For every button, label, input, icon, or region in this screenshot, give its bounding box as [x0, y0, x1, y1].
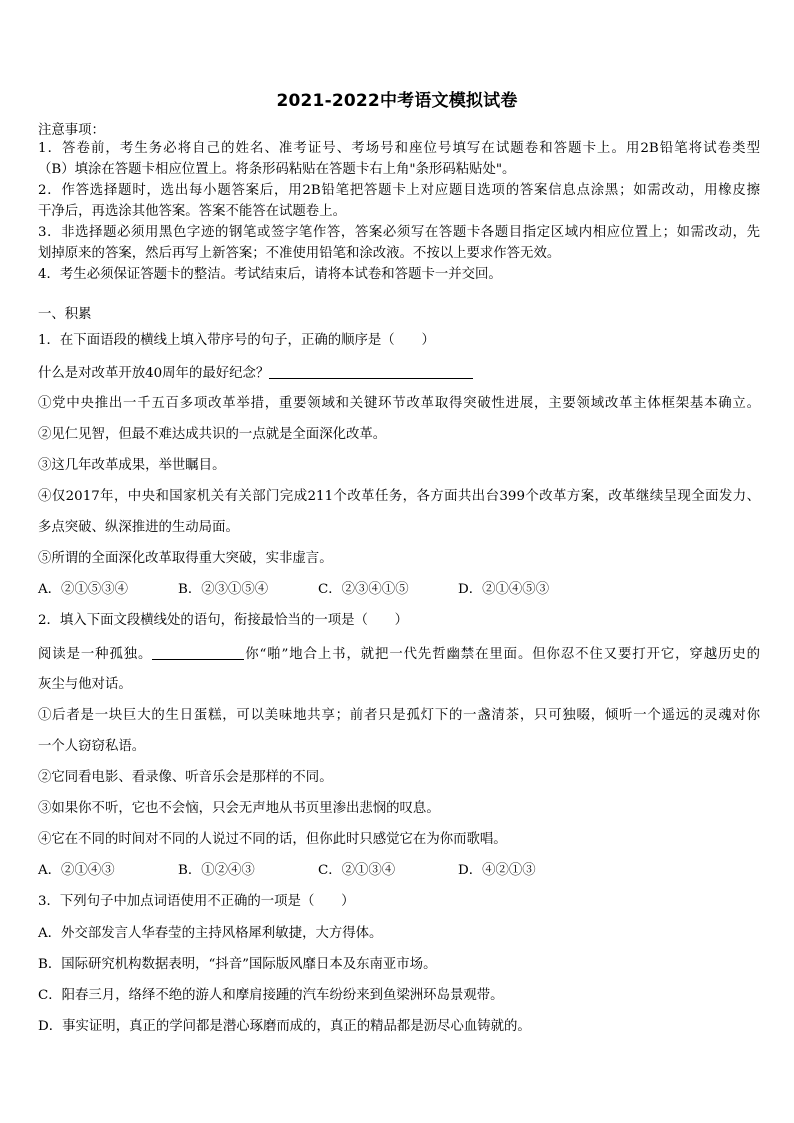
q2-sentence-3: ③如果你不听，它也不会恼，只会无声地从书页里渗出悲悯的叹息。	[38, 801, 440, 816]
option-c: C．②①③④	[318, 863, 396, 878]
q2-stem: 2．填入下面文段横线处的语句，衔接最恰当的一项是（ ）	[38, 613, 409, 628]
q1-sentence-5: ⑤所谓的全面深化改革取得重大突破，实非虚言。	[38, 551, 333, 566]
option-d: D．②①④⑤③	[458, 582, 550, 597]
q2-sentence-1-cont: 一个人窃窃私语。	[38, 739, 146, 754]
notice-item: （B）填涂在答题卡相应位置上。将条形码粘贴在答题卡右上角"条形码粘贴处"。	[38, 162, 516, 177]
q3-stem: 3．下列句子中加点词语使用不正确的一项是（ ）	[38, 894, 355, 909]
notice-item: 2．作答选择题时，选出每小题答案后，用2B铅笔把答题卡上对应题目选项的答案信息点涂黑；如需改动，用橡皮擦	[38, 183, 760, 198]
option-b: B．②③①⑤④	[178, 582, 269, 597]
q1-lead-text: 什么是对改革开放40周年的最好纪念？	[38, 366, 270, 381]
q2-sentence-1: ①后者是一块巨大的生日蛋糕，可以美味地共享；前者只是孤灯下的一盏清茶，只可独啜，倾听一个遥远的灵魂对你	[38, 708, 760, 723]
option-c: C．②③④①⑤	[318, 582, 409, 597]
q3-option-c: C．阳春三月，络绎不绝的游人和摩肩接踵的汽车纷纷来到鱼梁洲环岛景观带。	[38, 988, 504, 1003]
notice-item: 3．非选择题必须用黑色字迹的钢笔或签字笔作答，答案必须写在答题卡各题目指定区域内相应位置上；如需改动，先	[38, 225, 760, 240]
q1-sentence-2: ②见仁见智，但最不难达成共识的一点就是全面深化改革。	[38, 427, 387, 442]
q1-sentence-4: ④仅2017年，中央和国家机关有关部门完成211个改革任务，各方面共出台399个改革方案，改革继续呈现全面发力、	[38, 489, 760, 504]
notice-item: 干净后，再选涂其他答案。答案不能答在试题卷上。	[38, 204, 346, 219]
q2-passage-rest: 你“啪”地合上书，就把一代先哲幽禁在里面。但你忍不住又要打开它，穿越历史的	[244, 647, 760, 662]
notice-item: 划掉原来的答案，然后再写上新答案；不准使用铅笔和涂改液。不按以上要求作答无效。	[38, 246, 561, 261]
notice-item: 4．考生必须保证答题卡的整洁。考试结束后，请将本试卷和答题卡一并交回。	[38, 267, 502, 282]
notice-item: 1．答卷前，考生务必将自己的姓名、准考证号、考场号和座位号填写在试题卷和答题卡上。用2B铅笔将试卷类型	[38, 141, 760, 156]
q1-sentence-3: ③这几年改革成果，举世瞩目。	[38, 458, 226, 473]
q2-sentence-4: ④它在不同的时间对不同的人说过不同的话，但你此时只感觉它在为你而歌唱。	[38, 832, 507, 847]
q1-stem: 1．在下面语段的横线上填入带序号的句子，正确的顺序是（ ）	[38, 333, 435, 348]
option-a: A．②①④③	[38, 863, 115, 878]
option-d: D．④②①③	[458, 863, 536, 878]
option-a: A．②①⑤③④	[38, 582, 129, 597]
notice-heading: 注意事项：	[38, 123, 105, 138]
q1-lead	[38, 364, 473, 383]
q1-sentence-1: ①党中央推出一千五百多项改革举措，重要领域和关键环节改革取得突破性进展，主要领域改革主体框架基本确立。	[38, 396, 760, 411]
q1-options	[38, 581, 549, 599]
q2-options	[38, 862, 536, 880]
q3-option-d: D．事实证明，真正的学问都是潜心琢磨而成的，真正的精品都是沥尽心血铸就的。	[38, 1019, 531, 1034]
section-heading: 一、积累	[38, 307, 92, 322]
answer-blank	[152, 645, 244, 660]
q2-passage-cont: 灰尘与他对话。	[38, 677, 132, 692]
q1-sentence-4-cont: 多点突破、纵深推进的生动局面。	[38, 520, 239, 535]
q2-passage-start: 阅读是一种孤独。	[38, 647, 153, 662]
q3-option-a: A．外交部发言人华春莹的主持风格犀利敏捷，大方得体。	[38, 926, 383, 941]
q3-option-b: B．国际研究机构数据表明，“抖音”国际版风靡日本及东南亚市场。	[38, 957, 437, 972]
q2-sentence-2: ②它同看电影、看录像、听音乐会是那样的不同。	[38, 770, 333, 785]
answer-blank	[269, 364, 473, 379]
option-b: B．①②④③	[178, 863, 255, 878]
exam-title: 2021-2022中考语文模拟试卷	[276, 91, 518, 111]
q2-passage	[38, 645, 760, 664]
